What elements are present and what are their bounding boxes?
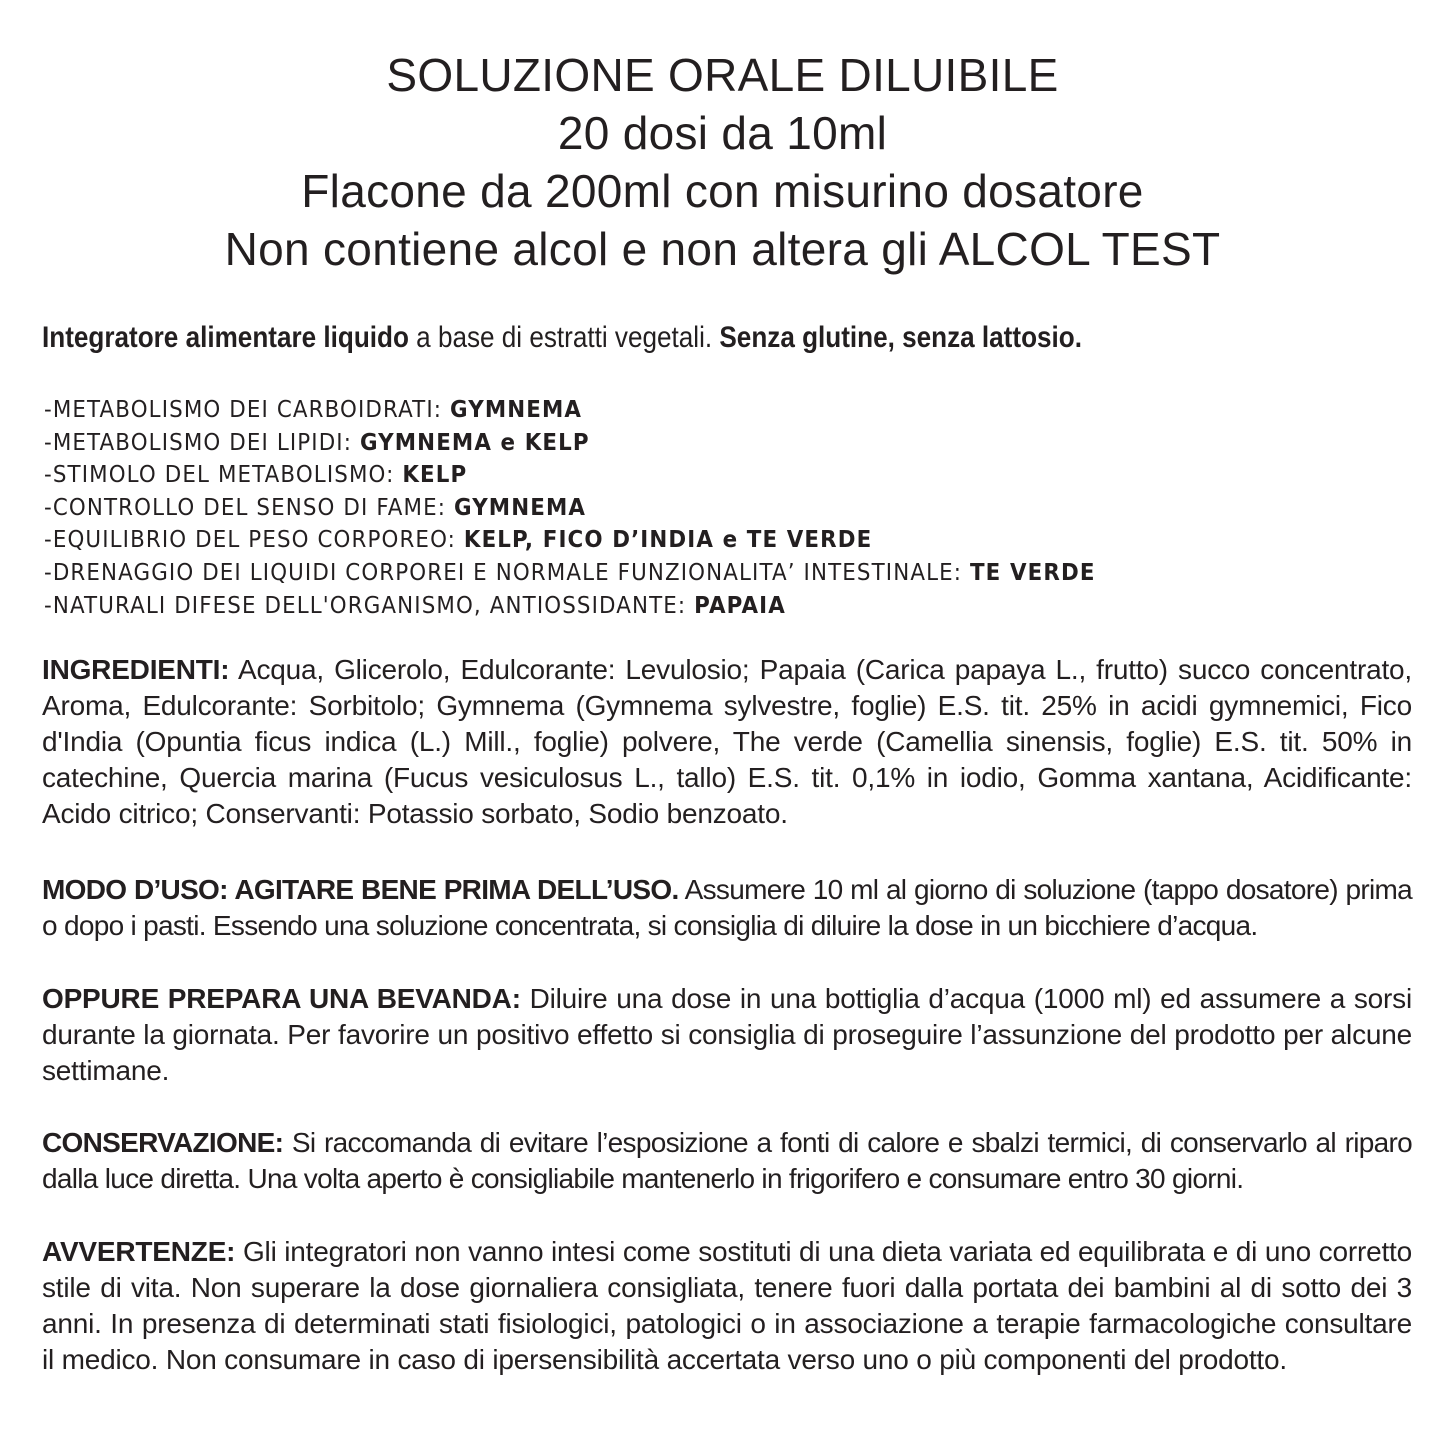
header-alcohol-note: Non contiene alcol e non altera gli ALCOL TEST (224, 223, 1221, 275)
benefit-value: KELP (402, 462, 468, 489)
usage-text: Assumere 10 ml al giorno di soluzione (tappo dosatore) prima o dopo i pasti. Essendo una soluzione concentrata, si consiglia di diluire la dose in un bicchiere d’acqua. (42, 874, 1412, 941)
intro-text: a base di estratti vegetali. (408, 321, 720, 354)
benefit-item (44, 394, 1318, 427)
benefit-item (44, 590, 1318, 623)
product-header (0, 46, 1445, 278)
warnings-label: AVVERTENZE: (42, 1236, 236, 1267)
benefit-label: -EQUILIBRIO DEL PESO CORPOREO: (44, 527, 464, 554)
usage-section (42, 872, 1412, 944)
benefit-value: GYMNEMA e KELP (359, 429, 590, 456)
drink-text: Diluire una dose in una bottiglia d’acqua (1000 ml) ed assumere a sorsi durante la giornata. Per favorire un positivo effetto si consiglia di proseguire l’assunzione del prodotto per alcune settimane. (42, 983, 1413, 1086)
benefit-value: GYMNEMA (450, 397, 583, 423)
intro-bold-allergens: Senza glutine, senza lattosio. (719, 321, 1082, 354)
ingredients-section (42, 652, 1412, 832)
intro-bold-product: Integratore alimentare liquido (42, 321, 409, 354)
usage-paragraph (42, 872, 1412, 944)
benefit-label: -DRENAGGIO DEI LIQUIDI CORPOREI E NORMALE FUNZIONALITA’ INTESTINALE: (44, 559, 970, 586)
drink-label: OPPURE PREPARA UNA BEVANDA: (42, 983, 521, 1014)
benefit-item (44, 557, 1318, 590)
ingredients-paragraph (42, 652, 1412, 832)
benefit-item (44, 492, 1318, 525)
benefit-item (44, 427, 1318, 460)
warnings-text: Gli integratori non vanno intesi come sostituti di una dieta variata ed equilibrata e di uno corretto stile di vita. Non superare la dose giornaliera consigliata, tenere fuori dalla portata dei bambini al di sotto dei 3 anni. In presenza di determinati stati fisiologici, patologici o in associazione a terapie farmacologiche consultare il medico. Non consumare in caso di ipersensibilità accertata verso uno o più componenti del prodotto. (42, 1236, 1412, 1375)
storage-label: CONSERVAZIONE: (42, 1127, 284, 1158)
storage-paragraph (42, 1125, 1412, 1197)
drink-section (42, 981, 1412, 1089)
benefit-label: -STIMOLO DEL METABOLISMO: (44, 462, 403, 489)
storage-section (42, 1125, 1412, 1197)
storage-text: Si raccomanda di evitare l’esposizione a fonti di calore e sbalzi termici, di conservarlo al riparo dalla luce diretta. Una volta aperto è consigliabile mantenerlo in frigorifero e consumare entro 30 giorni. (42, 1127, 1412, 1194)
benefit-value: PAPAIA (694, 592, 786, 619)
header-title: SOLUZIONE ORALE DILUIBILE (386, 49, 1059, 101)
benefit-label: -METABOLISMO DEI LIPIDI: (44, 429, 360, 456)
header-doses: 20 dosi da 10ml (557, 107, 888, 159)
header-bottle: Flacone da 200ml con misurino dosatore (301, 165, 1144, 217)
intro-line (42, 318, 1234, 358)
ingredients-text: Acqua, Glicerolo, Edulcorante: Levulosio; Papaia (Carica papaya L., frutto) succo concentrato, Aroma, Edulcorante: Sorbitolo; Gymnema (Gymnema sylvestre, foglie) E.S. tit. 25% in acidi gymnemici, Fico d'India (Opuntia ficus indica (L.) Mill., foglie) polvere, The verde (Camellia sinensis, foglie) E.S. tit. 50% in catechine, Quercia marina (Fucus vesiculosus L., tallo) E.S. tit. 0,1% in iodio, Gomma xantana, Acidificante: Acido citrico; Conservanti: Potassio sorbato, Sodio benzoato. (42, 654, 1412, 829)
ingredients-label: INGREDIENTI: (42, 654, 230, 685)
benefit-value: KELP, FICO D’INDIA e TE VERDE (463, 527, 873, 554)
warnings-section (42, 1234, 1412, 1378)
benefit-value: GYMNEMA (453, 494, 587, 521)
benefit-item (44, 524, 1318, 557)
benefit-label: -METABOLISMO DEI CARBOIDRATI: (44, 397, 451, 423)
benefit-item (44, 459, 1318, 492)
benefit-value: TE VERDE (969, 559, 1096, 586)
benefits-list (44, 394, 1414, 622)
usage-label: MODO D’USO: AGITARE BENE PRIMA DELL’USO. (42, 874, 679, 905)
warnings-paragraph (42, 1234, 1412, 1378)
drink-paragraph (42, 981, 1412, 1089)
benefit-label: -CONTROLLO DEL SENSO DI FAME: (44, 494, 454, 521)
benefit-label: -NATURALI DIFESE DELL'ORGANISMO, ANTIOSSIDANTE: (44, 592, 695, 619)
